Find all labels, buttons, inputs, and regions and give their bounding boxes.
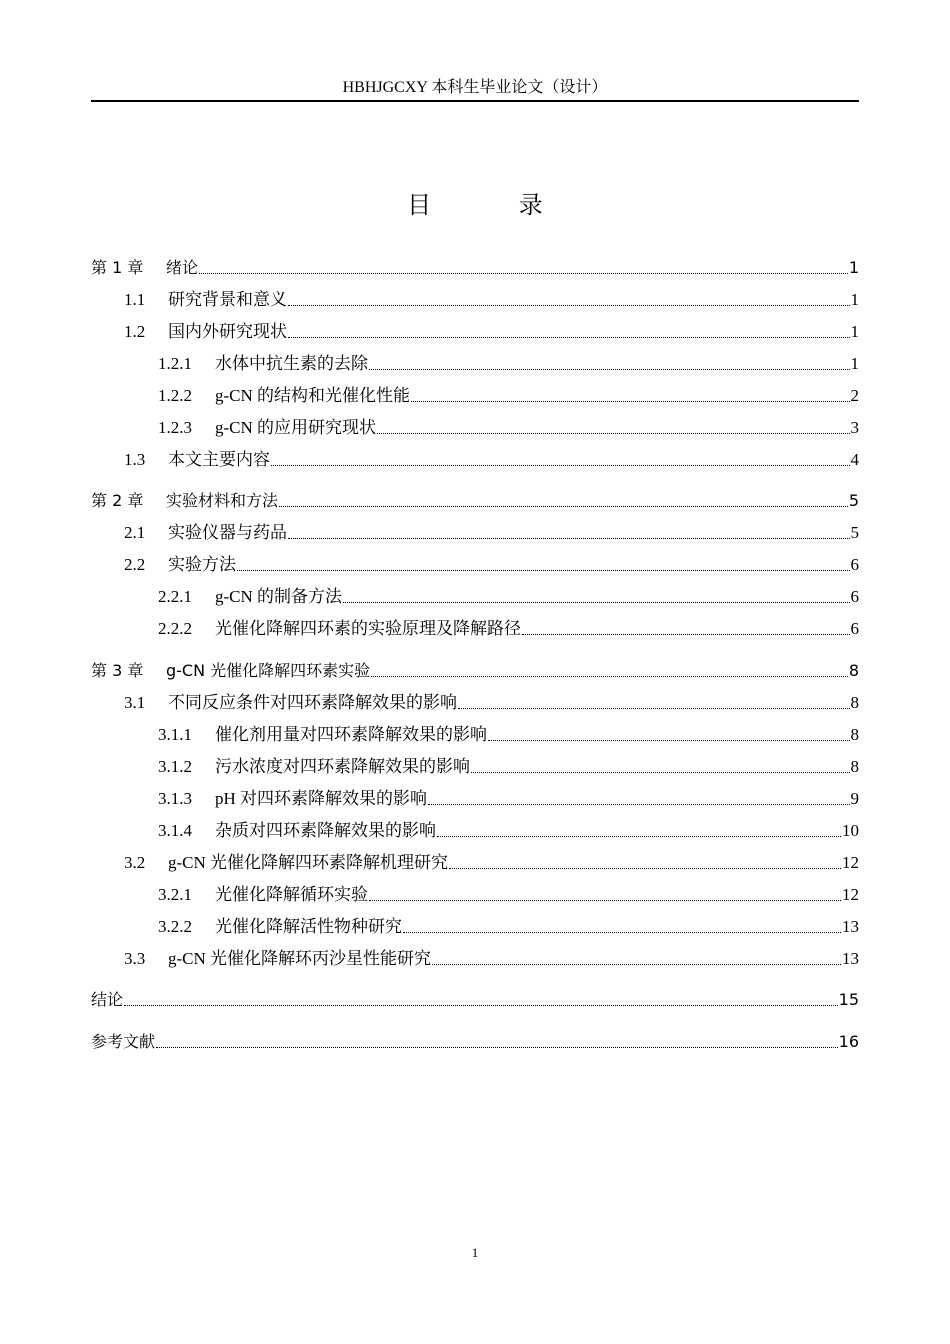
toc-entry-page: 13 <box>842 917 859 936</box>
toc-entry-page: 5 <box>848 491 859 510</box>
toc-leader-dots <box>271 465 850 466</box>
toc-entry-number: 1.2.3 <box>158 418 192 437</box>
toc-entry-number: 第 1 章 <box>91 258 144 277</box>
toc-entry-references[interactable] <box>91 1030 859 1052</box>
toc-entry-number: 3.2 <box>124 853 146 872</box>
toc-entry-page: 12 <box>842 885 859 904</box>
toc-entry-2-2-2[interactable] <box>91 617 859 639</box>
toc-entry-conclusion[interactable] <box>91 988 859 1010</box>
toc-entry-number: 3.1.2 <box>158 757 192 776</box>
toc-entry-title: pH 对四环素降解效果的影响 <box>215 789 428 808</box>
toc-leader-dots <box>471 772 850 773</box>
toc-entry-number: 第 3 章 <box>91 661 144 680</box>
toc-entry-page: 3 <box>850 418 859 437</box>
toc-entry-page: 5 <box>850 523 859 542</box>
toc-leader-dots <box>437 836 841 837</box>
toc-entry-title: g-CN 的应用研究现状 <box>215 418 377 437</box>
toc-entry-title: g-CN 光催化降解环丙沙星性能研究 <box>168 949 432 968</box>
toc-leader-dots <box>199 273 848 274</box>
toc-leader-dots <box>369 369 850 370</box>
toc-entry-page: 1 <box>848 258 859 277</box>
toc-title: 目 录 <box>407 191 583 219</box>
toc-entry-page: 2 <box>850 386 859 405</box>
toc-entry-number: 3.3 <box>124 949 146 968</box>
toc-entry-page: 8 <box>850 757 859 776</box>
toc-entry-title: 光催化降解四环素的实验原理及降解路径 <box>215 619 521 638</box>
toc-entry-title: g-CN 的制备方法 <box>215 587 343 606</box>
toc-entry-3-2[interactable] <box>91 851 859 873</box>
toc-leader-dots <box>288 538 850 539</box>
toc-leader-dots <box>432 964 841 965</box>
toc-entry-title: 绪论 <box>166 258 199 277</box>
toc-entry-title: 污水浓度对四环素降解效果的影响 <box>215 757 470 776</box>
toc-entry-number: 3.1.4 <box>158 821 192 840</box>
toc-entry-number: 2.2 <box>124 555 146 574</box>
toc-entry-number: 3.1.3 <box>158 789 192 808</box>
toc-entry-3-1-1[interactable] <box>91 723 859 745</box>
toc-entry-title: 国内外研究现状 <box>168 322 287 341</box>
toc-leader-dots <box>522 634 850 635</box>
toc-entry-page: 1 <box>850 290 859 309</box>
toc-entry-3-2-1[interactable] <box>91 883 859 905</box>
toc-entry-title: 参考文献 <box>91 1032 156 1051</box>
toc-entry-chapter-3[interactable] <box>91 659 859 681</box>
running-header: HBHJGCXY 本科生毕业论文（设计） <box>342 79 608 96</box>
toc-entry-1-1[interactable] <box>91 288 859 310</box>
toc-entry-chapter-1[interactable] <box>91 256 859 278</box>
toc-entry-page: 1 <box>850 354 859 373</box>
toc-entry-page: 12 <box>842 853 859 872</box>
toc-entry-title: 水体中抗生素的去除 <box>215 354 368 373</box>
toc-entry-page: 4 <box>850 450 859 469</box>
header-rule <box>91 100 859 102</box>
toc-entry-1-3[interactable] <box>91 448 859 470</box>
toc-entry-number: 3.1.1 <box>158 725 192 744</box>
toc-entry-page: 15 <box>838 990 859 1009</box>
toc-entry-page: 8 <box>850 693 859 712</box>
toc-entry-title: 不同反应条件对四环素降解效果的影响 <box>168 693 457 712</box>
toc-entry-title: g-CN 光催化降解四环素降解机理研究 <box>168 853 449 872</box>
toc-entry-3-2-2[interactable] <box>91 915 859 937</box>
toc-entry-title: 实验方法 <box>168 555 236 574</box>
toc-entry-title: g-CN 光催化降解四环素实验 <box>166 661 371 680</box>
toc-leader-dots <box>458 708 850 709</box>
toc-entry-title: 研究背景和意义 <box>168 290 287 309</box>
toc-entry-title: 光催化降解循环实验 <box>215 885 368 904</box>
toc-entry-3-3[interactable] <box>91 947 859 969</box>
toc-leader-dots <box>428 804 849 805</box>
toc-entry-page: 8 <box>848 661 859 680</box>
toc-leader-dots <box>343 602 849 603</box>
toc-entry-chapter-2[interactable] <box>91 489 859 511</box>
toc-entry-number: 3.2.2 <box>158 917 192 936</box>
toc-leader-dots <box>279 506 848 507</box>
toc-entry-page: 6 <box>850 619 859 638</box>
toc-entry-number: 1.2.2 <box>158 386 192 405</box>
toc-leader-dots <box>449 868 841 869</box>
toc-leader-dots <box>369 900 841 901</box>
toc-entry-title: 实验材料和方法 <box>166 491 279 510</box>
toc-entry-title: g-CN 的结构和光催化性能 <box>215 386 411 405</box>
toc-entry-number: 2.2.2 <box>158 619 192 638</box>
toc-entry-1-2-2[interactable] <box>91 384 859 406</box>
toc-entry-title: 本文主要内容 <box>168 450 270 469</box>
toc-entry-number: 1.2 <box>124 322 146 341</box>
toc-entry-page: 13 <box>842 949 859 968</box>
toc-leader-dots <box>488 740 850 741</box>
toc-entry-3-1[interactable] <box>91 691 859 713</box>
toc-entry-number: 3.2.1 <box>158 885 192 904</box>
toc-entry-page: 8 <box>850 725 859 744</box>
toc-leader-dots <box>403 932 841 933</box>
toc-leader-dots <box>237 570 850 571</box>
toc-leader-dots <box>156 1047 838 1048</box>
toc-entry-number: 2.1 <box>124 523 146 542</box>
toc-entry-page: 1 <box>850 322 859 341</box>
toc-leader-dots <box>411 401 849 402</box>
toc-entry-1-2-3[interactable] <box>91 416 859 438</box>
toc-entry-title: 催化剂用量对四环素降解效果的影响 <box>215 725 487 744</box>
toc-entry-page: 9 <box>850 789 859 808</box>
toc-entry-number: 1.3 <box>124 450 146 469</box>
toc-entry-title: 结论 <box>91 990 124 1009</box>
toc-entry-2-2-1[interactable] <box>91 585 859 607</box>
toc-entry-3-1-2[interactable] <box>91 755 859 777</box>
toc-leader-dots <box>371 676 848 677</box>
toc-entry-page: 6 <box>850 587 859 606</box>
toc-entry-title: 杂质对四环素降解效果的影响 <box>215 821 436 840</box>
toc-entry-number: 第 2 章 <box>91 491 144 510</box>
toc-leader-dots <box>377 433 849 434</box>
page-number: 1 <box>471 1245 479 1260</box>
toc-entry-number: 3.1 <box>124 693 146 712</box>
toc-leader-dots <box>288 305 850 306</box>
toc-leader-dots <box>124 1005 838 1006</box>
toc-entry-2-2[interactable] <box>91 553 859 575</box>
toc-entry-1-2-1[interactable] <box>91 352 859 374</box>
toc-entry-3-1-3[interactable] <box>91 787 859 809</box>
toc-entry-number: 2.2.1 <box>158 587 192 606</box>
toc-entry-number: 1.1 <box>124 290 146 309</box>
toc-entry-page: 10 <box>842 821 859 840</box>
toc-entry-title: 光催化降解活性物种研究 <box>215 917 402 936</box>
toc-entry-1-2[interactable] <box>91 320 859 342</box>
toc-entry-page: 16 <box>838 1032 859 1051</box>
toc-entry-number: 1.2.1 <box>158 354 192 373</box>
toc-entry-3-1-4[interactable] <box>91 819 859 841</box>
toc-entry-page: 6 <box>850 555 859 574</box>
toc-leader-dots <box>288 337 850 338</box>
toc-entry-title: 实验仪器与药品 <box>168 523 287 542</box>
toc-entry-2-1[interactable] <box>91 521 859 543</box>
